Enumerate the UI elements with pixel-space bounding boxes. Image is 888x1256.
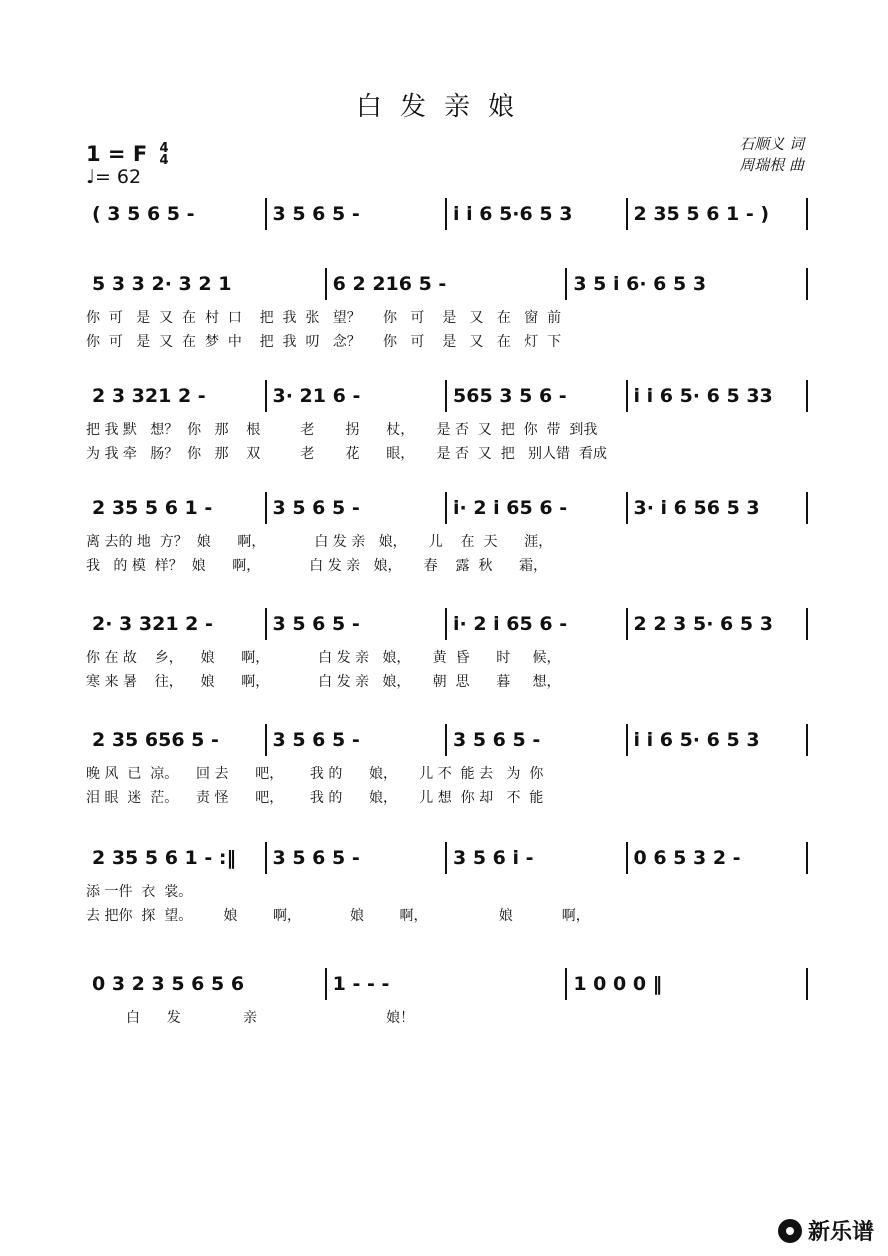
bar-line: [806, 968, 808, 1000]
lyric-row: 为 我 牵 肠？ 你 那 双 老 花 眼， 是 否 又 把 别人错 看成: [86, 446, 607, 462]
measure: 3 5 i 6· 6 5 3: [573, 273, 707, 295]
bar-line: [626, 842, 628, 874]
lyric-row: 你 可 是 又 在 村 口 把 我 张 望？ 你 可 是 又 在 窗 前: [86, 310, 562, 326]
credits: [739, 134, 804, 176]
record-disc-icon: [778, 1219, 802, 1243]
bar-line: [445, 608, 447, 640]
bar-line: [626, 492, 628, 524]
measure: 1 0 0 0 ‖: [573, 973, 663, 995]
watermark: [778, 1215, 874, 1246]
time-bottom: 4: [159, 153, 169, 168]
measure: 2· 3 321 2 -: [92, 613, 213, 635]
key-signature: [86, 142, 169, 167]
bar-line: [265, 198, 267, 230]
score-line: [86, 490, 808, 590]
score-line: [86, 606, 808, 706]
lyric-row: 我 的 模 样？ 娘 啊， 白 发 亲 娘， 春 露 秋 霜，: [86, 558, 548, 574]
bar-line: [445, 198, 447, 230]
watermark-text: 新乐谱: [807, 1220, 874, 1245]
bar-line: [325, 968, 327, 1000]
notation-row: [86, 840, 808, 876]
tempo-marking: ♩= 62: [86, 166, 142, 188]
bar-line: [445, 842, 447, 874]
measure: 3 5 6 5 -: [453, 729, 541, 751]
page-title: 白发亲娘: [355, 92, 532, 122]
bar-line: [806, 380, 808, 412]
lyric-row: 你 在 故 乡， 娘 啊， 白 发 亲 娘， 黄 昏 时 候，: [86, 650, 561, 666]
bar-line: [626, 724, 628, 756]
bar-line: [565, 968, 567, 1000]
bar-line: [806, 492, 808, 524]
measure: i i 6 5· 6 5 3: [633, 729, 760, 751]
score-line: [86, 966, 808, 1066]
measure: 2 35 656 5 -: [92, 729, 219, 751]
measure: 3· 21 6 -: [272, 385, 361, 407]
measure: 3 5 6 5 -: [272, 203, 360, 225]
measure: 565 3 5 6 -: [453, 385, 567, 407]
lyric-row: 泪 眼 迷 茫。 责 怪 吧， 我 的 娘， 儿 想 你 却 不 能: [86, 790, 544, 806]
bar-line: [265, 724, 267, 756]
bar-line: [445, 492, 447, 524]
bar-line: [265, 608, 267, 640]
bar-line: [445, 724, 447, 756]
notation-row: [86, 196, 808, 232]
score-line: [86, 266, 808, 366]
measure: 2 3 321 2 -: [92, 385, 206, 407]
measure: 0 3 2 3 5 6 5 6: [92, 973, 245, 995]
bar-line: [806, 724, 808, 756]
bar-line: [806, 842, 808, 874]
lyric-row: 白 发 亲 娘！: [86, 1010, 415, 1026]
bar-line: [265, 380, 267, 412]
measure: 1 - - -: [332, 973, 390, 995]
bar-line: [626, 608, 628, 640]
measure: 0 6 5 3 2 -: [633, 847, 741, 869]
measure: 2 35 5 6 1 - ): [633, 203, 770, 225]
bar-line: [445, 380, 447, 412]
measure: i· 2 i 65 6 -: [453, 497, 568, 519]
measure: 3 5 6 5 -: [272, 729, 360, 751]
notation-row: [86, 722, 808, 758]
bar-line: [626, 380, 628, 412]
key-label: 1 = F: [86, 142, 148, 166]
measure: i i 6 5·6 5 3: [453, 203, 573, 225]
lyric-row: 去 把你 探 望。 娘 啊， 娘 啊， 娘 啊，: [86, 908, 590, 924]
bar-line: [806, 608, 808, 640]
lyric-row: 离 去的 地 方？ 娘 啊， 白 发 亲 娘， 儿 在 天 涯，: [86, 534, 553, 550]
measure: ( 3 5 6 5 -: [92, 203, 195, 225]
lyric-row: 添 一件 衣 裳。: [86, 884, 193, 900]
measure: i· 2 i 65 6 -: [453, 613, 568, 635]
measure: 3· i 6 56 5 3: [633, 497, 760, 519]
measure: 2 35 5 6 1 - :‖: [92, 847, 236, 869]
measure: 3 5 6 5 -: [272, 847, 360, 869]
lyric-row: 你 可 是 又 在 梦 中 把 我 叨 念？ 你 可 是 又 在 灯 下: [86, 334, 562, 350]
lyric-row: 寒 来 暑 往， 娘 啊， 白 发 亲 娘， 朝 思 暮 想，: [86, 674, 561, 690]
bar-line: [265, 492, 267, 524]
bar-line: [565, 268, 567, 300]
bar-line: [806, 268, 808, 300]
measure: i i 6 5· 6 5 33: [633, 385, 773, 407]
notation-row: [86, 606, 808, 642]
bar-line: [626, 198, 628, 230]
score-line: [86, 840, 808, 940]
lyric-row: 晚 风 已 凉。 回 去 吧， 我 的 娘， 儿 不 能 去 为 你: [86, 766, 544, 782]
measure: 3 5 6 5 -: [272, 497, 360, 519]
notation-row: [86, 966, 808, 1002]
notation-row: [86, 490, 808, 526]
score-line: [86, 722, 808, 822]
notation-row: [86, 378, 808, 414]
composer-credit: 周瑞根 曲: [739, 156, 804, 174]
notation-row: [86, 266, 808, 302]
measure: 2 35 5 6 1 -: [92, 497, 213, 519]
bar-line: [265, 842, 267, 874]
measure: 3 5 6 i -: [453, 847, 534, 869]
measure: 3 5 6 5 -: [272, 613, 360, 635]
measure: 5 3 3 2· 3 2 1: [92, 273, 232, 295]
time-signature: [160, 143, 169, 167]
bar-line: [325, 268, 327, 300]
measure: 2 2 3 5· 6 5 3: [633, 613, 773, 635]
bar-line: [806, 198, 808, 230]
time-top: 4: [159, 141, 169, 156]
lyricist-credit: 石顺义 词: [739, 135, 804, 153]
measure: 6 2 216 5 -: [332, 273, 447, 295]
lyric-row: 把 我 默 想？ 你 那 根 老 拐 杖， 是 否 又 把 你 带 到我: [86, 422, 598, 438]
score-line: [86, 378, 808, 478]
